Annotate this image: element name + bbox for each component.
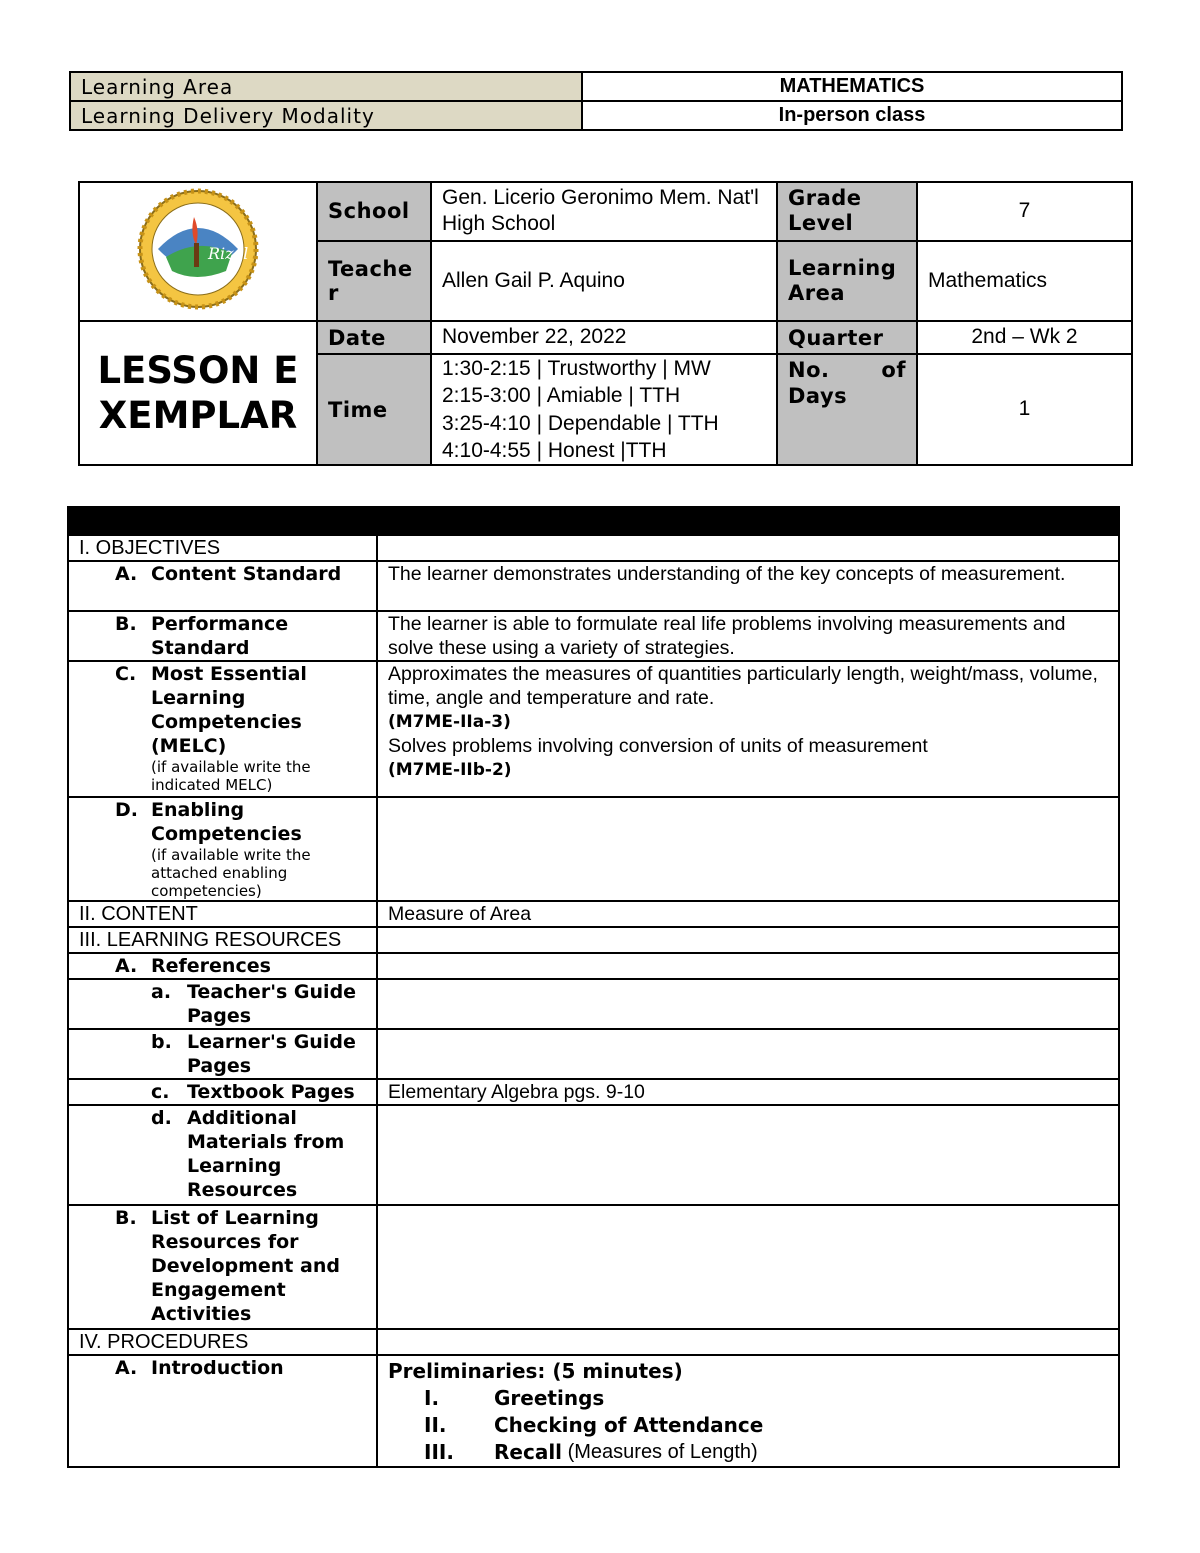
- melc-label: C. Most Essential Learning Competencies (MELC) (if available write the indicated MELC): [68, 661, 377, 797]
- objectives-value: [377, 535, 1119, 561]
- textbook-pages-value: Elementary Algebra pgs. 9-10: [377, 1079, 1119, 1105]
- quarter-label: Quarter: [777, 321, 917, 354]
- melc-code-1: (M7ME-IIa-3): [388, 712, 511, 732]
- school-label: School: [317, 182, 431, 241]
- textbook-pages-label: c. Textbook Pages: [68, 1079, 377, 1105]
- time-schedule: [431, 354, 777, 465]
- learners-guide-value: [377, 1029, 1119, 1079]
- time-slot: 3:25-4:10 | Dependable | TTH: [442, 411, 719, 435]
- learners-guide-label: b. Learner's Guide Pages: [68, 1029, 377, 1079]
- references-label: A. References: [68, 953, 377, 979]
- svg-text:Rizal: Rizal: [208, 244, 249, 263]
- grade-level-value: 7: [917, 182, 1132, 241]
- lesson-header-table: [78, 181, 1133, 466]
- lesson-plan-table: [67, 506, 1120, 1468]
- school-value: Gen. Licerio Geronimo Mem. Nat'l High School: [431, 182, 777, 241]
- objectives-heading: I. OBJECTIVES: [68, 535, 377, 561]
- table-header-bar: [68, 507, 1119, 535]
- learning-info-table: [69, 71, 1123, 131]
- quarter-value: 2nd – Wk 2: [917, 321, 1132, 354]
- teacher-label: Teacher: [317, 241, 431, 321]
- teachers-guide-label: a. Teacher's Guide Pages: [68, 979, 377, 1029]
- date-label: Date: [317, 321, 431, 354]
- list-item: III. Recall (Measures of Length): [424, 1440, 758, 1464]
- learning-area-header-value: Mathematics: [917, 241, 1132, 321]
- grade-level-label: Grade Level: [777, 182, 917, 241]
- melc-code-2: (M7ME-IIb-2): [388, 760, 512, 780]
- page-title: LESSON EXEMPLAR: [79, 321, 317, 465]
- learning-resources-value: [377, 927, 1119, 953]
- teachers-guide-value: [377, 979, 1119, 1029]
- days-value: 1: [917, 354, 1132, 465]
- enabling-competencies-label: D. Enabling Competencies (if available write the attached enabling competencies): [68, 797, 377, 901]
- learning-resources-heading: III. LEARNING RESOURCES: [68, 927, 377, 953]
- content-value: Measure of Area: [377, 901, 1119, 927]
- additional-materials-label: d. Additional Materials from Learning Resources: [68, 1105, 377, 1205]
- melc-competency-2: Solves problems involving conversion of units of measurement: [388, 735, 928, 757]
- performance-standard-value: The learner is able to formulate real life problems involving measurements and solve these using a variety of strategies.: [377, 611, 1119, 661]
- list-item: I. Greetings: [424, 1386, 605, 1410]
- procedures-value: [377, 1329, 1119, 1355]
- introduction-value: [377, 1355, 1119, 1467]
- performance-standard-label: B. Performance Standard: [68, 611, 377, 661]
- enabling-competencies-value: [377, 797, 1119, 901]
- learning-area-header-label: Learning Area: [777, 241, 917, 321]
- list-item: II. Checking of Attendance: [424, 1413, 764, 1437]
- resources-list-value: [377, 1205, 1119, 1329]
- time-slot: 4:10-4:55 | Honest |TTH: [442, 438, 667, 462]
- resources-list-label: B. List of Learning Resources for Development and Engagement Activities: [68, 1205, 377, 1329]
- content-standard-value: The learner demonstrates understanding of the key concepts of measurement.: [377, 561, 1119, 611]
- modality-label: Learning Delivery Modality: [70, 101, 582, 130]
- content-heading: II. CONTENT: [68, 901, 377, 927]
- time-label: Time: [317, 354, 431, 465]
- melc-value: [377, 661, 1119, 797]
- references-value: [377, 953, 1119, 979]
- learning-area-value: MATHEMATICS: [582, 72, 1122, 101]
- deped-rizal-seal-icon: [136, 187, 260, 311]
- melc-competency-1: Approximates the measures of quantities particularly length, weight/mass, volume, time, angle and temperature and rate.: [388, 663, 1098, 709]
- preliminaries-title: Preliminaries: (5 minutes): [388, 1359, 683, 1383]
- learning-area-label: Learning Area: [70, 72, 582, 101]
- days-label: No. of Days: [777, 354, 917, 465]
- content-standard-label: A. Content Standard: [68, 561, 377, 611]
- additional-materials-value: [377, 1105, 1119, 1205]
- introduction-label: A. Introduction: [68, 1355, 377, 1467]
- school-logo: [79, 182, 317, 321]
- teacher-value: Allen Gail P. Aquino: [431, 241, 777, 321]
- time-slot: 2:15-3:00 | Amiable | TTH: [442, 384, 681, 408]
- time-slot: 1:30-2:15 | Trustworthy | MW: [442, 357, 711, 380]
- procedures-heading: IV. PROCEDURES: [68, 1329, 377, 1355]
- date-value: November 22, 2022: [431, 321, 777, 354]
- modality-value: In-person class: [582, 101, 1122, 130]
